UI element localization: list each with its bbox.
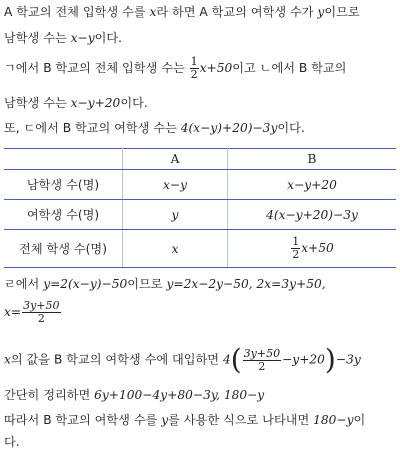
- table-header-row: [4, 149, 396, 170]
- table-header-a: A: [123, 149, 228, 170]
- text-line-2: 남학생 수는 x−y이다.: [4, 31, 123, 45]
- text-line-9: 간단히 정리하면 6y+100−4y+80−3y, 180−y: [4, 388, 265, 402]
- table-row: [4, 230, 396, 268]
- text-line-6: ㄹ에서 y=2(x−y)−50이므로 y=2x−2y−50, 2x=3y+50,: [4, 277, 326, 291]
- text-line-10: 따라서 B 학교의 여학생 수를 y를 사용한 식으로 나타내면 180−y이: [4, 413, 366, 427]
- text-line-11: 다.: [4, 435, 20, 449]
- text-line-5: 또, ㄷ에서 B 학교의 여학생 수는 4(x−y)+20)−3y이다.: [4, 121, 305, 135]
- cell-b-male: x−y+20: [228, 170, 397, 200]
- table-row: [4, 170, 396, 200]
- cell-a-total: x: [123, 230, 228, 268]
- fraction-x-value: $\frac{3y+50}{2}$: [23, 299, 60, 325]
- row-label-female: 여학생 수(명): [4, 200, 123, 230]
- text-line-4: 남학생 수는 x−y+20이다.: [4, 96, 148, 110]
- table-row: [4, 200, 396, 230]
- row-label-male: 남학생 수(명): [4, 170, 123, 200]
- table-header-empty: [4, 149, 123, 170]
- cell-b-female: 4(x−y+20)−3y: [228, 200, 397, 230]
- student-count-table: [4, 148, 396, 268]
- text-line-7: x= $\frac{3y+50}{2}$: [4, 299, 60, 325]
- table-header-b: B: [228, 149, 397, 170]
- text-line-8: x의 값을 B 학교의 여학생 수에 대입하면 4( $\frac{3y+50}{2}$ −y+20)−3y: [4, 343, 361, 376]
- cell-b-total: $\frac{1}{2}$ x+50: [228, 230, 397, 268]
- fraction-half: $\frac{1}{2}$: [190, 55, 198, 81]
- cell-a-male: x−y: [123, 170, 228, 200]
- text-line-3: ㄱ에서 B 학교의 전체 입학생 수는 $\frac{1}{2}$ x+50이고 ㄴ에서 B 학교의: [4, 55, 347, 81]
- fraction-substitution: $\frac{3y+50}{2}$: [243, 346, 281, 373]
- fraction-half: $\frac{1}{2}$: [292, 235, 300, 261]
- text-line-1: A 학교의 전체 입학생 수를 x라 하면 A 학교의 여학생 수가 y이므로: [4, 5, 360, 19]
- cell-a-female: y: [123, 200, 228, 230]
- row-label-total: 전체 학생 수(명): [4, 230, 123, 268]
